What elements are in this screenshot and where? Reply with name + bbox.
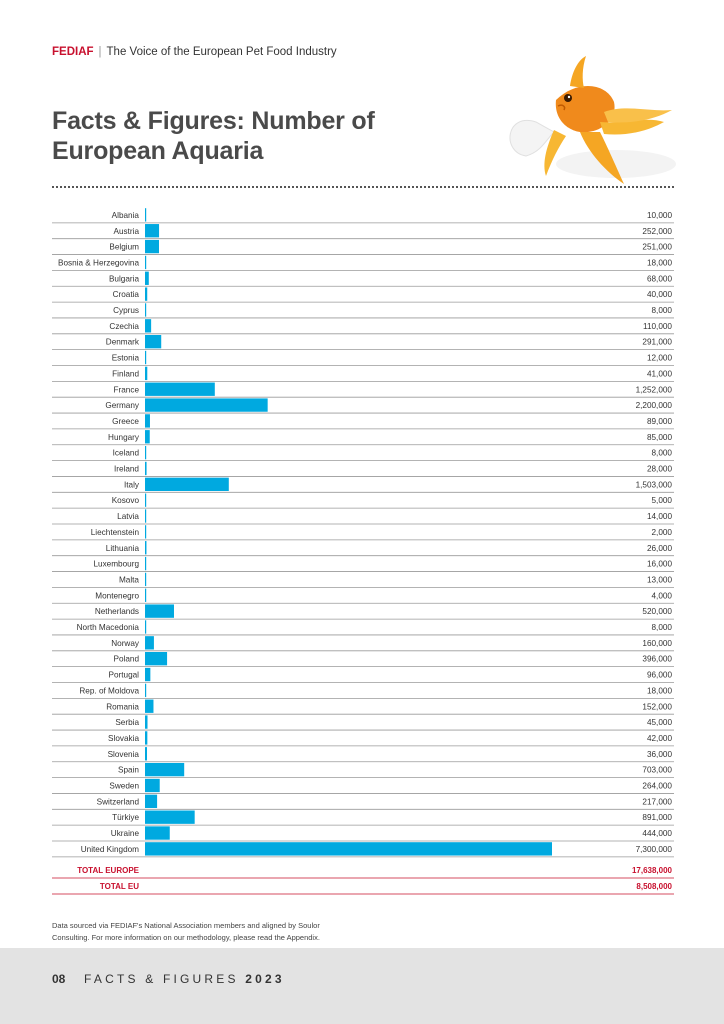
category-label: Germany	[105, 401, 139, 411]
category-label: Slovenia	[107, 749, 139, 759]
category-label: Hungary	[108, 432, 139, 442]
value-label: 264,000	[642, 781, 672, 791]
total-label: TOTAL EU	[99, 882, 139, 891]
bar-serbia	[145, 715, 148, 728]
footer-label-main: FACTS & FIGURES	[84, 972, 239, 986]
category-label: Switzerland	[96, 797, 139, 807]
value-label: 18,000	[646, 686, 672, 696]
page-number: 08	[52, 972, 66, 986]
value-label: 703,000	[642, 765, 672, 775]
category-label: Netherlands	[94, 607, 139, 617]
value-label: 41,000	[646, 369, 672, 379]
bar-italy	[145, 478, 229, 491]
value-label: 18,000	[646, 258, 672, 268]
bar-portugal	[145, 668, 150, 681]
bar-hungary	[145, 430, 150, 443]
value-label: 396,000	[642, 654, 672, 664]
category-label: Finland	[112, 369, 139, 379]
value-label: 252,000	[642, 226, 672, 236]
value-label: 2,000	[651, 527, 672, 537]
value-label: 291,000	[642, 337, 672, 347]
bar-spain	[145, 763, 184, 776]
category-label: Sweden	[109, 781, 139, 791]
value-label: 12,000	[646, 353, 672, 363]
bar-slovenia	[145, 747, 147, 760]
bar-sweden	[145, 779, 160, 792]
category-label: Lithuania	[105, 543, 139, 553]
bar-ireland	[145, 462, 147, 475]
bar-united-kingdom	[145, 842, 552, 855]
value-label: 152,000	[642, 702, 672, 712]
bar-switzerland	[145, 795, 157, 808]
category-label: Bosnia & Herzegovina	[57, 258, 139, 268]
category-label: Türkiye	[112, 813, 139, 823]
footer-label	[84, 972, 285, 986]
bar-croatia	[145, 287, 147, 300]
category-label: Latvia	[117, 512, 139, 522]
bar-netherlands	[145, 604, 174, 617]
value-label: 26,000	[646, 543, 672, 553]
data-source-note: Data sourced via FEDIAF's National Association members and aligned by Soulor Consulting. For more information on our methodology, please read the Appendix.	[52, 921, 320, 942]
bar-greece	[145, 414, 150, 427]
value-label: 217,000	[642, 797, 672, 807]
category-label: Estonia	[111, 353, 139, 363]
value-label: 2,200,000	[635, 401, 672, 411]
value-label: 891,000	[642, 813, 672, 823]
value-label: 1,503,000	[635, 480, 672, 490]
bar-ukraine	[145, 826, 170, 839]
value-label: 251,000	[642, 242, 672, 252]
bar-rep-of-moldova	[145, 684, 146, 697]
category-label: Luxembourg	[93, 559, 139, 569]
bar-bulgaria	[145, 272, 149, 285]
bar-poland	[145, 652, 167, 665]
bar-norway	[145, 636, 154, 649]
category-label: Montenegro	[95, 591, 139, 601]
page-title: Facts & Figures: Number of European Aquaria	[52, 107, 375, 165]
category-label: Malta	[118, 575, 139, 585]
bar-iceland	[145, 446, 146, 459]
category-label: Denmark	[105, 337, 139, 347]
category-label: Albania	[111, 210, 139, 220]
value-label: 1,252,000	[635, 385, 672, 395]
value-label: 16,000	[646, 559, 672, 569]
value-label: 14,000	[646, 512, 672, 522]
bar-latvia	[145, 509, 146, 522]
value-label: 28,000	[646, 464, 672, 474]
bar-kosovo	[145, 494, 146, 507]
bar-czechia	[145, 319, 151, 332]
bar-romania	[145, 700, 153, 713]
bar-malta	[145, 573, 146, 586]
bar-estonia	[145, 351, 146, 364]
category-label: Kosovo	[111, 496, 139, 506]
value-label: 89,000	[646, 416, 672, 426]
bar-austria	[145, 224, 159, 237]
total-value: 8,508,000	[636, 882, 672, 891]
value-label: 8,000	[651, 306, 672, 316]
category-label: United Kingdom	[80, 844, 139, 854]
category-label: Rep. of Moldova	[79, 686, 139, 696]
header-separator: |	[98, 46, 102, 58]
value-label: 444,000	[642, 829, 672, 839]
category-label: Italy	[123, 480, 139, 490]
category-label: Belgium	[109, 242, 139, 252]
category-label: Czechia	[109, 321, 139, 331]
category-label: Croatia	[112, 290, 139, 300]
bar-liechtenstein	[145, 525, 146, 538]
value-label: 96,000	[646, 670, 672, 680]
value-label: 160,000	[642, 638, 672, 648]
category-label: France	[113, 385, 139, 395]
value-label: 36,000	[646, 749, 672, 759]
value-label: 7,300,000	[635, 844, 672, 854]
category-label: Ukraine	[110, 829, 139, 839]
total-value: 17,638,000	[631, 866, 672, 875]
footer-label-year: 2023	[245, 972, 285, 986]
bar-albania	[145, 208, 146, 221]
value-label: 85,000	[646, 432, 672, 442]
value-label: 8,000	[651, 448, 672, 458]
category-label: Slovakia	[108, 733, 139, 743]
value-label: 4,000	[651, 591, 672, 601]
bar-finland	[145, 367, 147, 380]
category-label: Cyprus	[113, 306, 139, 316]
category-label: Greece	[112, 416, 139, 426]
category-label: Ireland	[113, 464, 139, 474]
value-label: 68,000	[646, 274, 672, 284]
bar-cyprus	[145, 303, 146, 316]
category-label: Poland	[113, 654, 139, 664]
bar-slovakia	[145, 731, 147, 744]
bar-luxembourg	[145, 557, 146, 570]
value-label: 5,000	[651, 496, 672, 506]
category-label: Portugal	[108, 670, 139, 680]
category-label: North Macedonia	[76, 623, 139, 633]
value-label: 13,000	[646, 575, 672, 585]
header-tagline: The Voice of the European Pet Food Industry	[106, 46, 337, 58]
bar-denmark	[145, 335, 161, 348]
value-label: 8,000	[651, 623, 672, 633]
category-label: Serbia	[115, 718, 139, 728]
page-footer	[0, 948, 724, 1024]
category-label: Norway	[111, 638, 139, 648]
brand-name: FEDIAF	[52, 46, 94, 58]
value-label: 40,000	[646, 290, 672, 300]
value-label: 10,000	[646, 210, 672, 220]
value-label: 110,000	[643, 321, 672, 331]
category-label: Liechtenstein	[90, 527, 139, 537]
bar-france	[145, 383, 215, 396]
category-label: Iceland	[112, 448, 139, 458]
category-label: Spain	[118, 765, 139, 775]
total-label: TOTAL EUROPE	[77, 866, 139, 875]
bar-germany	[145, 398, 268, 411]
bar-bosnia-herzegovina	[145, 256, 146, 269]
value-label: 42,000	[646, 733, 672, 743]
bar-t-rkiye	[145, 811, 195, 824]
value-label: 45,000	[646, 718, 672, 728]
category-label: Romania	[106, 702, 139, 712]
category-label: Bulgaria	[108, 274, 139, 284]
value-label: 520,000	[642, 607, 672, 617]
bar-belgium	[145, 240, 159, 253]
bar-lithuania	[145, 541, 146, 554]
bar-montenegro	[145, 589, 146, 602]
bar-north-macedonia	[145, 620, 146, 633]
category-label: Austria	[113, 226, 139, 236]
